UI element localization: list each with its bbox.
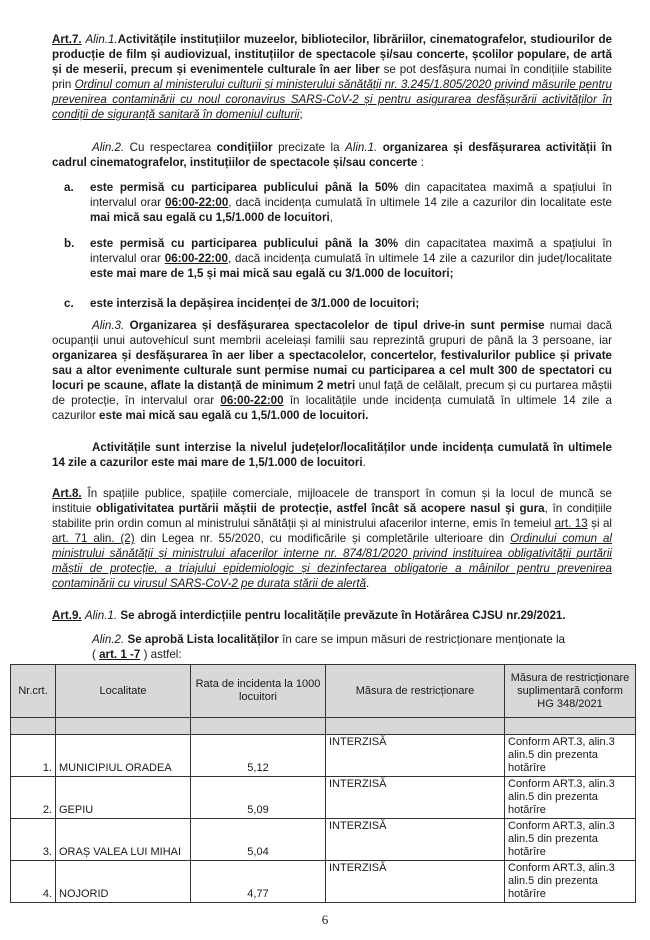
text: în localitățile unde incidența cumulată în ultimele 14 zile a cazurilor [52,394,613,422]
alin-reference: Alin.1. [345,141,378,154]
row-number: 2. [11,777,56,819]
bold-text: mai mică sau egală cu 1,5/1.000 de locuitori [90,211,330,224]
bold-text: obligativitatea purtării măștii de protecție, astfel încât să acopere nasul și gura [96,502,545,515]
locality-name: ORAȘ VALEA LUI MIHAI [56,819,191,861]
list-item-label: b. [64,237,75,250]
bold-text: Organizarea și desfășurarea spectacolelor de tipul drive-in sunt permise [129,319,545,332]
incidence-rate: 5,04 [191,819,326,861]
time-interval: 06:00-22:00 [220,394,284,407]
punctuation: . [362,456,366,469]
art7-alin1-text: se pot desfășura numai în condițiile stabilite prin [52,63,612,91]
column-header: Măsura de restricționare suplimentară conform HG 348/2021 [505,665,636,718]
text: din capacitatea maximă a spațiului în intervalul orar [90,181,612,209]
locality-name: NOJORID [56,861,191,903]
art7-alin1 [52,32,612,122]
bold-text: este mai mică sau egală cu 1,5/1.000 de locuitori. [99,409,369,422]
additional-measure: Conform ART.3, alin.3 alin.5 din prezenta hotărîre [505,819,636,861]
list-item [90,180,612,225]
bold-text: Se abrogă interdicțiile pentru localitățile prevăzute în Hotărârea CJSU nr.29/2021. [120,609,566,622]
table-cell [505,718,636,735]
additional-measure: Conform ART.3, alin.3 alin.5 din prezenta hotărîre [505,735,636,777]
incidence-rate: 5,12 [191,735,326,777]
locality-name: GEPIU [56,777,191,819]
incidence-rate: 5,09 [191,777,326,819]
table-cell [191,718,326,735]
page-number: 6 [321,912,329,927]
art7-label: Art.7. [52,33,82,46]
table-cell [326,718,505,735]
art7-closing-paragraph [52,440,612,470]
art7-alin2-label: Alin.2. [92,141,125,154]
restriction-measure: INTERZISĂ [326,777,505,819]
text: numai dacă ocupanții unui autovehicul sunt membrii aceleiași familii sau reprezintă grupuri de până la 3 persoane, iar [52,319,612,347]
table-row [11,861,636,903]
art7-alin1-label: Alin.1. [85,33,118,46]
bold-text: este interzisă la depășirea incidenței de 3/1.000 de locuitori; [90,297,420,310]
art9-alin2-ref [92,647,612,662]
row-number: 3. [11,819,56,861]
art7-alin2 [52,140,612,170]
bold-text: este permisă cu participarea publicului până la 50% [90,181,399,194]
bold-text: este mai mare de 1,5 și mai mică sau egală cu 3/1.000 de locuitori; [90,267,454,280]
art7-alin3 [52,318,612,423]
time-interval: 06:00-22:00 [165,196,229,209]
text: În spațiile publice, spațiile comerciale, mijloacele de transport în comun și la locul de muncă se instituie [52,487,612,515]
table-row [11,735,636,777]
table-header-row [11,665,636,718]
art8 [52,486,612,591]
art7-ordin-reference: Ordinul comun al ministerului culturii și ministerului sănătății nr. 3.245/1.805/2020 privind măsurile pentru prevenirea contaminării cu noul coronavirus SARS-CoV-2 și pentru asigurarea desfășurării activităților în condiții de siguranță sanitară în domeniul culturii [52,78,612,121]
text: , dacă incidența cumulată în ultimele 14 zile a cazurilor din localitate este [228,196,612,209]
table-cell [56,718,191,735]
art9-alin2 [92,632,612,647]
table-cell [11,718,56,735]
text: în care se impun măsuri de restricționare menționate la [282,633,566,646]
bold-text: organizarea și desfășurarea în aer liber a spectacolelor, concertelor, festivalurilor publice și private sau a altor evenimente culturale sunt permise numai cu participarea a cel mult 300 de spectatori cu locuri pe scaune, aflate la distanță de minimum 2 metri [52,349,612,392]
text: ) astfel: [143,648,182,661]
locality-name: MUNICIPIUL ORADEA [56,735,191,777]
bold-text: este permisă cu participarea publicului până la 30% [90,237,399,250]
text: unul față de celălalt, precum și cu purtarea măștii de protecție, în intervalul orar [52,379,612,407]
art9-alin1-label: Alin.1. [84,609,118,622]
punctuation: ; [299,108,303,121]
list-item [90,236,612,281]
column-header: Nr.crt. [11,665,56,718]
punctuation: ( [92,648,96,661]
restriction-measure: INTERZISĂ [326,819,505,861]
punctuation: . [366,577,370,590]
text: din Legea nr. 55/2020, cu modificările și completările ulterioare din [140,532,505,545]
localities-table [10,664,636,903]
art9-alin2-label: Alin.2. [92,633,125,646]
art7-alin1-bold: Activitățile instituțiilor muzeelor, bibliotecilor, librăriilor, cinematografelor, studiourilor de producție de film și audiovizual, instituțiilor de spectacole și/sau concerte, școlilor populare, de artă și de meserii, precum și evenimentele culturale în aer liber [52,33,612,76]
text: și al [591,517,612,530]
additional-measure: Conform ART.3, alin.3 alin.5 din prezenta hotărîre [505,861,636,903]
bold-text: Activitățile sunt interzise la nivelul județelor/localităților unde incidența cumulată în ultimele 14 zile a cazurilor este mai mare de 1,5/1.000 de locuitori [52,441,612,469]
art13-link[interactable]: art. 13 [554,517,588,530]
list-item [90,296,612,311]
incidence-rate: 4,77 [191,861,326,903]
text: Cu respectarea [129,141,212,154]
list-item-label: c. [64,297,74,310]
text: , dacă incidența cumulată în ultimele 14 zile a cazurilor din județ/localitate [227,252,612,265]
table-blank-row [11,718,636,735]
art9-alin1 [52,608,612,623]
bold-text: condițiilor [216,141,273,154]
bold-text: Se aprobă Lista localităților [127,633,279,646]
bold-text: organizarea și desfășurarea activității în cadrul cinematografelor, instituțiilor de spectacole și/sau concerte [52,141,612,169]
text: din capacitatea maximă a spațiului în intervalul orar [90,237,612,265]
additional-measure: Conform ART.3, alin.3 alin.5 din prezenta hotărîre [505,777,636,819]
punctuation: , [329,211,333,224]
column-header: Măsura de restricționare [326,665,505,718]
list-item-label: a. [64,181,74,194]
text: precizate la [278,141,340,154]
punctuation: : [420,156,424,169]
table-row [11,819,636,861]
column-header: Rata de incidenta la 1000 locuitori [191,665,326,718]
column-header: Localitate [56,665,191,718]
text: , în condițiile stabilite prin ordin comun al ministrului sănătății și al ministrului afacerilor interne, emis în temeiul [52,502,612,530]
restriction-measure: INTERZISĂ [326,861,505,903]
row-number: 1. [11,735,56,777]
restriction-measure: INTERZISĂ [326,735,505,777]
time-interval: 06:00-22:00 [164,252,228,265]
art1-7-link[interactable]: art. 1 -7 [99,648,141,661]
row-number: 4. [11,861,56,903]
art9-label: Art.9. [52,609,82,622]
art8-ordin-reference: Ordinului comun al ministrului sănătății și ministrului afacerilor interne nr. 874/81/2020 privind instituirea obligativității purtării măștii de protecție, a triajului epidemiologic și dezinfectarea obligatorie a mâinilor pentru prevenirea contaminării cu virusul SARS-CoV-2 pe durata stării de alertă [52,532,612,590]
table-row [11,777,636,819]
art71-link[interactable]: art. 71 alin. (2) [52,532,135,545]
art7-alin3-label: Alin.3. [92,319,125,332]
art8-label: Art.8. [52,487,82,500]
